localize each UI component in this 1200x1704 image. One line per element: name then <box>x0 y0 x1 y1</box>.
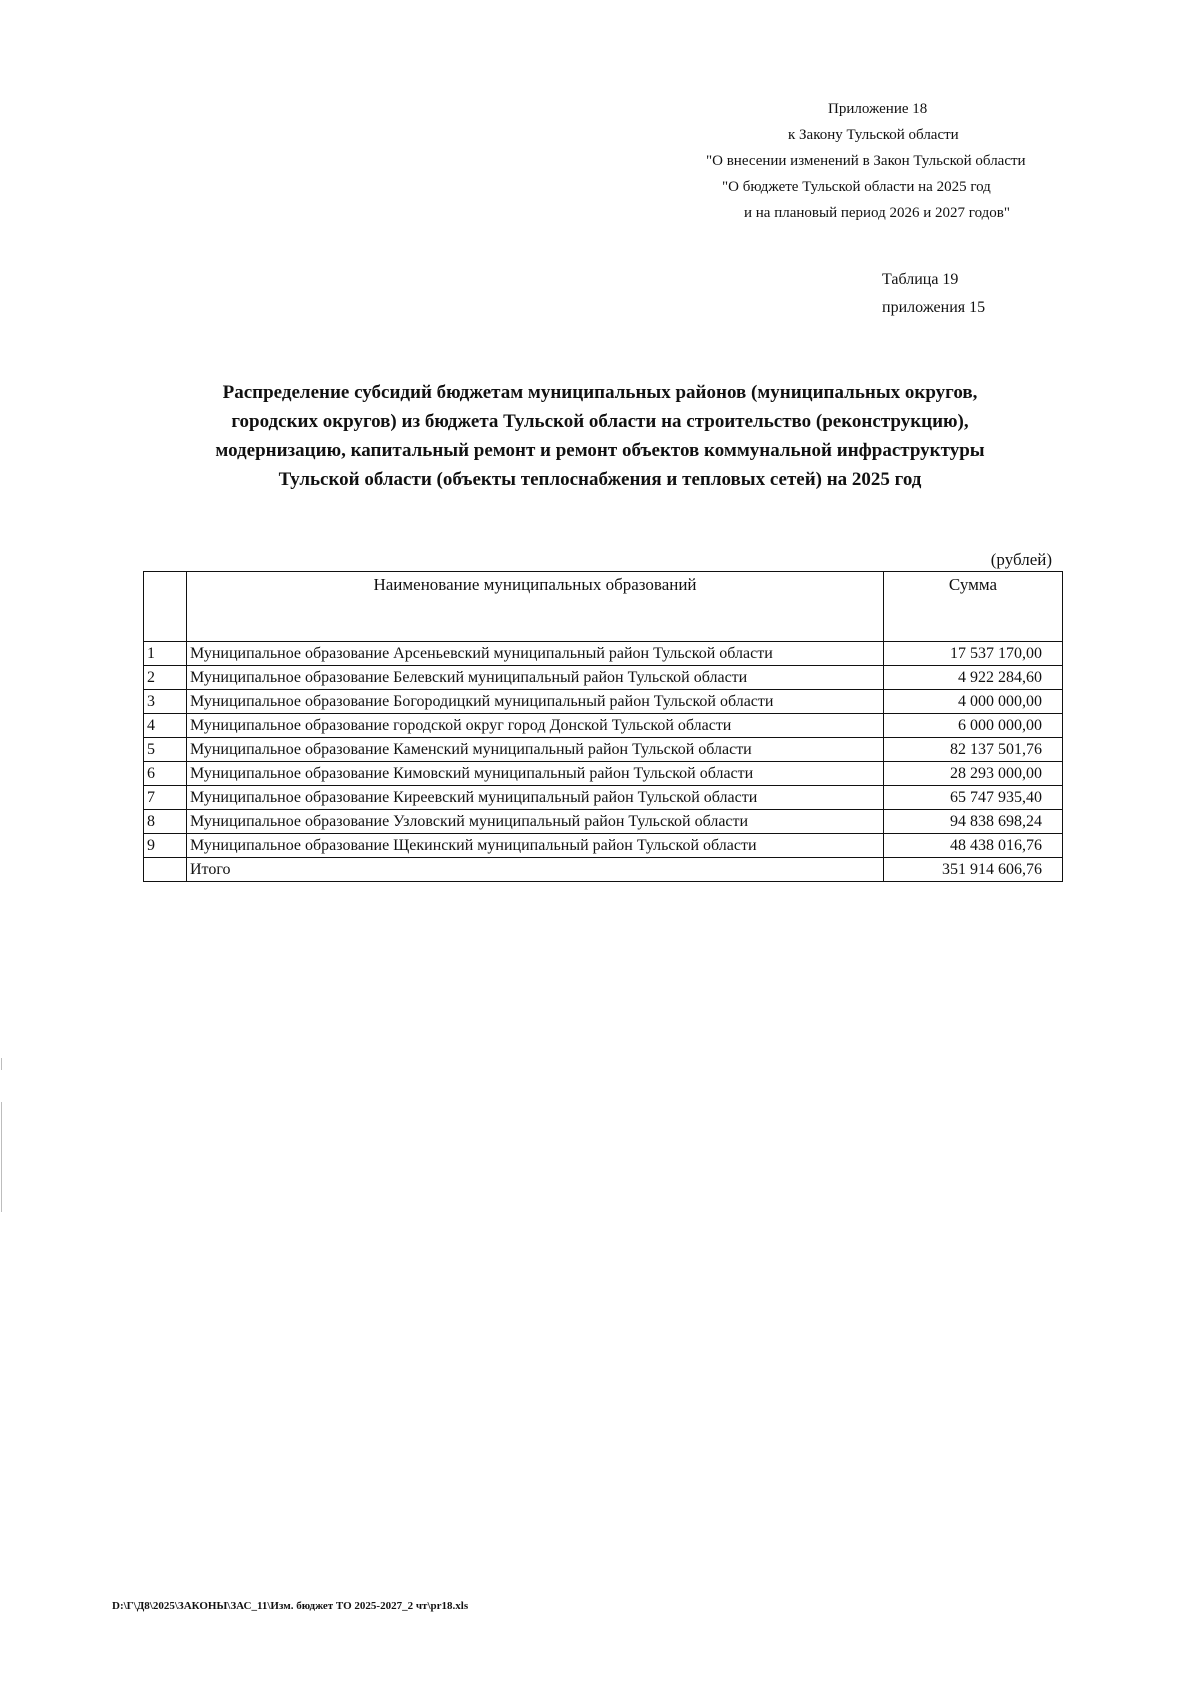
row-sum: 65 747 935,40 <box>884 786 1063 810</box>
row-number: 4 <box>144 714 187 738</box>
appendix-header <box>690 96 1070 226</box>
row-name: Муниципальное образование Богородицкий муниципальный район Тульской области <box>187 690 884 714</box>
row-sum: 48 438 016,76 <box>884 834 1063 858</box>
row-sum: 4 000 000,00 <box>884 690 1063 714</box>
row-name: Муниципальное образование городской округ город Донской Тульской области <box>187 714 884 738</box>
table-reference-line-1: Таблица 19 <box>882 271 959 288</box>
row-name: Муниципальное образование Кимовский муниципальный район Тульской области <box>187 762 884 786</box>
row-number: 2 <box>144 666 187 690</box>
appendix-line-1: Приложение 18 <box>828 101 928 117</box>
table-row <box>144 666 1063 690</box>
row-sum: 4 922 284,60 <box>884 666 1063 690</box>
row-number: 8 <box>144 810 187 834</box>
title-line-2: городских округов) из бюджета Тульской области на строительство (реконструкцию), <box>231 411 969 432</box>
units-label: (рублей) <box>990 550 1052 569</box>
document-title <box>140 378 1060 494</box>
scan-edge-mark <box>1 1058 2 1070</box>
appendix-line-2: к Закону Тульской области <box>788 127 959 143</box>
appendix-line-3: "О внесении изменений в Закон Тульской области <box>706 153 1026 169</box>
table-row <box>144 810 1063 834</box>
row-name: Муниципальное образование Арсеньевский муниципальный район Тульской области <box>187 642 884 666</box>
table-header-row <box>144 572 1063 642</box>
row-sum: 94 838 698,24 <box>884 810 1063 834</box>
table-row <box>144 642 1063 666</box>
table-row <box>144 834 1063 858</box>
title-line-4: Тульской области (объекты теплоснабжения и тепловых сетей) на 2025 год <box>278 469 922 490</box>
subsidy-table <box>143 571 1063 882</box>
row-number: 6 <box>144 762 187 786</box>
title-line-3: модернизацию, капитальный ремонт и ремонт объектов коммунальной инфраструктуры <box>215 440 985 461</box>
appendix-line-4: "О бюджете Тульской области на 2025 год <box>722 179 991 195</box>
table-row <box>144 738 1063 762</box>
table-row <box>144 690 1063 714</box>
row-number: 1 <box>144 642 187 666</box>
table-reference-line-2: приложения 15 <box>882 299 986 316</box>
row-name: Муниципальное образование Каменский муниципальный район Тульской области <box>187 738 884 762</box>
header-name: Наименование муниципальных образований <box>187 572 884 642</box>
total-sum: 351 914 606,76 <box>884 858 1063 882</box>
row-name: Муниципальное образование Белевский муниципальный район Тульской области <box>187 666 884 690</box>
total-label: Итого <box>187 858 884 882</box>
table-row <box>144 786 1063 810</box>
header-sum: Сумма <box>884 572 1063 642</box>
appendix-line-5: и на плановый период 2026 и 2027 годов" <box>744 205 1010 221</box>
row-sum: 82 137 501,76 <box>884 738 1063 762</box>
total-number <box>144 858 187 882</box>
table-row <box>144 762 1063 786</box>
title-line-1: Распределение субсидий бюджетам муниципальных районов (муниципальных округов, <box>222 382 978 403</box>
row-number: 9 <box>144 834 187 858</box>
row-sum: 6 000 000,00 <box>884 714 1063 738</box>
row-number: 3 <box>144 690 187 714</box>
row-name: Муниципальное образование Киреевский муниципальный район Тульской области <box>187 786 884 810</box>
row-name: Муниципальное образование Щекинский муниципальный район Тульской области <box>187 834 884 858</box>
footer-file-path: D:\Г\Д8\2025\ЗАКОНЫ\ЗАС_11\Изм. бюджет ТО 2025-2027_2 чт\pr18.xls <box>112 1600 469 1612</box>
header-number <box>144 572 187 642</box>
table-row <box>144 714 1063 738</box>
table-reference <box>882 266 985 322</box>
row-number: 7 <box>144 786 187 810</box>
row-sum: 28 293 000,00 <box>884 762 1063 786</box>
row-name: Муниципальное образование Узловский муниципальный район Тульской области <box>187 810 884 834</box>
table-total-row <box>144 858 1063 882</box>
row-number: 5 <box>144 738 187 762</box>
scan-edge-mark <box>1 1102 2 1212</box>
row-sum: 17 537 170,00 <box>884 642 1063 666</box>
